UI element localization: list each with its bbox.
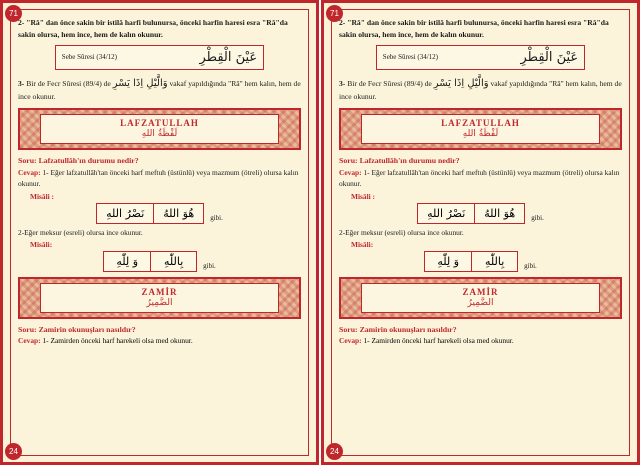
item-3-number: 3-	[339, 78, 346, 88]
page-left	[0, 0, 319, 465]
banner-lafzatullah-arabic: لَفْظَةُ اللهِ	[141, 128, 178, 139]
answer-text-2: 1- Zamirden önceki harf harekeli olsa med okunur.	[42, 336, 193, 346]
item-3-arabic: وَالَّيْلِ اِذَا يَسْرِ	[112, 77, 168, 89]
banner-lafzatullah-inner	[40, 114, 279, 144]
example-cell: وَ لِلّٰهِ	[437, 255, 460, 269]
paragraph-item-3	[18, 76, 301, 103]
example-row-1	[18, 203, 301, 224]
page-number-bottom-right: 24	[326, 443, 343, 460]
banner-zamir-arabic: الضَّمِيرُ	[467, 298, 494, 309]
banner-lafzatullah-inner	[361, 114, 600, 144]
verse-arabic-text: عَيْنَ الْقِطْرِ	[199, 49, 258, 65]
paragraph-item-2	[339, 17, 622, 41]
gibi-label: gibi.	[203, 262, 216, 271]
page-right	[321, 0, 640, 465]
question-lafzatullah: Soru: Lafzatullâh'ın durumu nedir?	[18, 155, 139, 165]
example-cell: هُوَ اللهُ	[474, 204, 524, 223]
item-2-number: 2-	[18, 18, 25, 27]
answer-lafzatullah-2: 2-Eğer meksur (esreli) olursa ince okunur.	[339, 228, 464, 238]
item-2-text: "Râ" dan önce sakin bir istilâ harfi bulunursa, önceki harfin haresi esra "Râ"da sakin olursa, hem ince, hem de kalın okunur.	[18, 18, 288, 39]
answer-lafzatullah-1	[339, 167, 622, 189]
item-3-text-b: vakaf yapıldığında "Râ" hem kalın, hem de ince okunur.	[18, 78, 301, 102]
verse-arabic-text: عَيْنَ الْقِطْرِ	[520, 49, 579, 65]
item-3-number: 3-	[18, 78, 25, 88]
verse-source-label: Sebe Sûresi (34/12)	[382, 53, 439, 62]
item-2-number: 2-	[339, 18, 346, 27]
banner-zamir-arabic: الضَّمِيرُ	[146, 298, 173, 309]
answer-label-1: Cevap:	[339, 167, 362, 177]
answer-text-1: 1- Eğer lafzatullâh'tan önceki harf meftuh (üstünlü) veya mazmum (ötreli) olursa kalın okunur.	[18, 167, 299, 188]
banner-zamir-title: ZAMİR	[462, 287, 499, 298]
answer-zamir	[18, 336, 301, 345]
example-label-2: Misâli:	[30, 240, 53, 250]
banner-lafzatullah-title: LAFZATULLAH	[120, 117, 199, 128]
gibi-label: gibi.	[210, 214, 223, 223]
paragraph-item-2	[18, 17, 301, 41]
answer-text-2: 1- Zamirden önceki harf harekeli olsa med okunur.	[363, 336, 514, 346]
item-3-text-a: Bir de Fecr Sûresi (89/4) de	[347, 78, 432, 88]
banner-lafzatullah-arabic: لَفْظَةُ اللهِ	[462, 128, 499, 139]
example-cell: بِاللّٰهِ	[471, 252, 517, 271]
answer-text-1: 1- Eğer lafzatullâh'tan önceki harf meftuh (üstünlü) veya mazmum (ötreli) olursa kalın okunur.	[339, 167, 620, 188]
example-row-1	[339, 203, 622, 224]
banner-zamir-inner	[361, 283, 600, 313]
example-cell: نَصْرُ اللهِ	[427, 207, 466, 221]
example-cell: وَ لِلّٰهِ	[116, 255, 139, 269]
question-lafzatullah: Soru: Lafzatullâh'ın durumu nedir?	[339, 155, 460, 165]
page-number-top-left: 71	[5, 5, 22, 22]
answer-label-2: Cevap:	[339, 336, 362, 346]
answer-lafzatullah-2: 2-Eğer meksur (esreli) olursa ince okunur.	[18, 228, 143, 238]
example-cells-1	[417, 203, 525, 224]
verse-box	[55, 45, 264, 70]
example-cells-2	[424, 251, 518, 272]
page-content-right	[331, 9, 630, 456]
gibi-label: gibi.	[524, 262, 537, 271]
paragraph-item-3	[339, 76, 622, 103]
banner-zamir-inner	[40, 283, 279, 313]
example-row-2	[339, 251, 622, 272]
answer-lafzatullah-1	[18, 167, 301, 189]
example-cells-1	[96, 203, 204, 224]
example-cell: بِاللّٰهِ	[150, 252, 196, 271]
banner-zamir	[339, 277, 622, 319]
answer-zamir	[339, 336, 622, 345]
banner-zamir-title: ZAMİR	[141, 287, 178, 298]
verse-source-label: Sebe Sûresi (34/12)	[61, 53, 118, 62]
example-label-1: Misâli :	[351, 192, 376, 202]
page-content-left	[10, 9, 309, 456]
verse-box	[376, 45, 585, 70]
item-3-arabic: وَالَّيْلِ اِذَا يَسْرِ	[433, 77, 489, 89]
answer-label-1: Cevap:	[18, 167, 41, 177]
question-zamir: Soru: Zamirin okunuşları nasıldır?	[18, 325, 136, 335]
item-3-text-a: Bir de Fecr Sûresi (89/4) de	[26, 78, 111, 88]
banner-lafzatullah	[18, 108, 301, 150]
item-2-text: "Râ" dan önce sakin bir istilâ harfi bulunursa, önceki harfin haresi esra "Râ"da sakin olursa, hem ince, hem de kalın okunur.	[339, 18, 609, 39]
example-cells-2	[103, 251, 197, 272]
banner-lafzatullah	[339, 108, 622, 150]
example-cell: نَصْرُ اللهِ	[106, 207, 145, 221]
example-label-1: Misâli :	[30, 192, 55, 202]
question-zamir: Soru: Zamirin okunuşları nasıldır?	[339, 325, 457, 335]
page-number-top-right: 71	[326, 5, 343, 22]
banner-zamir	[18, 277, 301, 319]
example-row-2	[18, 251, 301, 272]
example-label-2: Misâli:	[351, 240, 374, 250]
page-number-bottom-left: 24	[5, 443, 22, 460]
item-3-text-b: vakaf yapıldığında "Râ" hem kalın, hem de ince okunur.	[339, 78, 622, 102]
example-cell: هُوَ اللهُ	[153, 204, 203, 223]
gibi-label: gibi.	[531, 214, 544, 223]
answer-label-2: Cevap:	[18, 336, 41, 346]
banner-lafzatullah-title: LAFZATULLAH	[441, 117, 520, 128]
